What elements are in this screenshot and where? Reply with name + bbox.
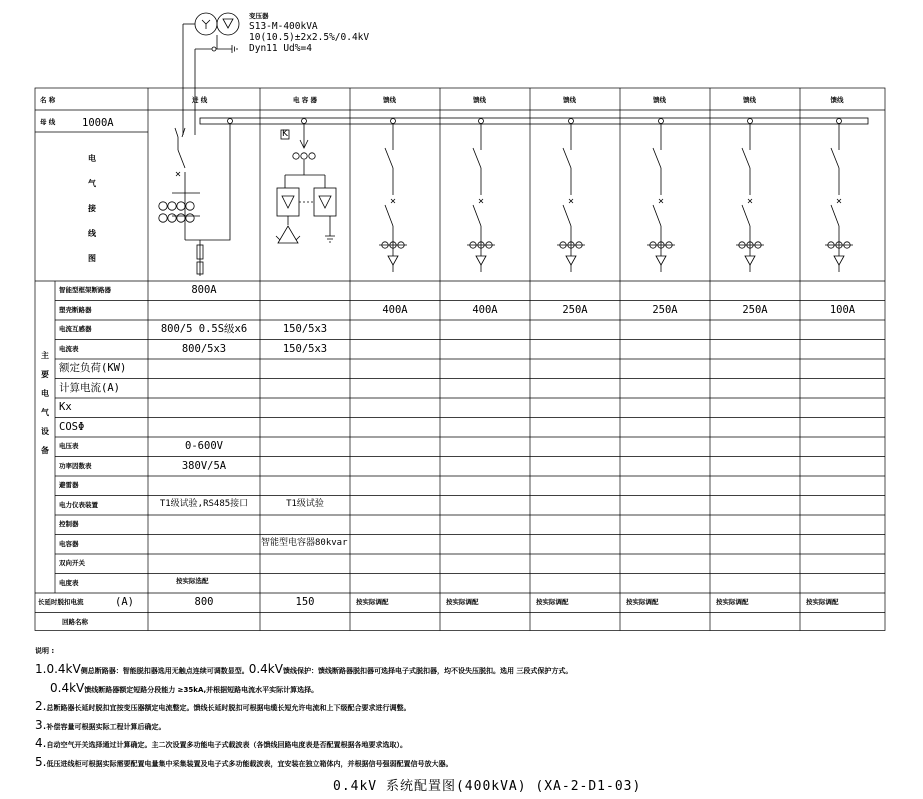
capacitor-mark: K	[282, 129, 288, 139]
header-name-label: 名 称	[40, 96, 56, 104]
ct-coil	[177, 202, 185, 210]
row-label: 计算电流(A)	[59, 381, 120, 394]
transformer-wye	[202, 20, 210, 29]
note-prefix: 1.0.4kV	[35, 662, 81, 676]
transformer-winding-2	[217, 13, 239, 35]
busbar-tap	[302, 119, 307, 124]
note-text: 补偿容量可根据实际工程计算后确定。	[46, 722, 166, 731]
incomer-isolator	[175, 128, 185, 137]
column-header: 进 线	[192, 96, 208, 104]
setting-row-unit: (A)	[115, 596, 134, 608]
wiring-label-char: 图	[88, 254, 96, 263]
row-cell: 800/5 0.5S级x6	[160, 323, 248, 335]
feeder-breaker-x	[659, 199, 663, 203]
equipment-group-char: 主	[41, 351, 49, 360]
feeder-isolator-blade	[653, 148, 661, 168]
column-header: 馈线	[563, 96, 576, 104]
column-header: 馈线	[473, 96, 486, 104]
drawing-title: 0.4kV 系统配置图(400kVA) (XA-2-D1-03)	[333, 779, 642, 794]
busbar-tap	[748, 119, 753, 124]
capacitor-module-2-sym	[319, 196, 331, 208]
equipment-group-char: 电	[41, 389, 49, 398]
capacitor-ct	[293, 153, 299, 159]
feeder-isolator-blade	[831, 148, 839, 168]
neutral-node	[212, 47, 216, 51]
row-label: 额定负荷(KW)	[59, 362, 127, 374]
row-cell: 智能型电容器80kvar	[261, 537, 348, 548]
note-text: 自动空气开关选择通过计算确定。主二次设置多功能电子式载波表（各馈线回路电度表是否配置根据各地要求选取）。	[46, 741, 407, 749]
feeder-breaker-x	[837, 199, 841, 203]
ct-coil	[177, 214, 185, 222]
table-grid	[35, 88, 885, 631]
row-label: 电力仪表装置	[59, 500, 98, 509]
ct-coil	[159, 202, 167, 210]
ct-coil	[186, 202, 194, 210]
equipment-group-char: 设	[41, 427, 49, 436]
capacitor-ct	[301, 153, 307, 159]
column-header: 馈线	[383, 96, 396, 104]
feeder-isolator-blade	[563, 148, 571, 168]
setting-row-cell: 按实际调配	[626, 598, 659, 606]
ct-coil	[159, 214, 167, 222]
transformer-delta	[223, 19, 233, 28]
row-label: Kx	[59, 401, 72, 413]
setting-row-cell: 150	[295, 596, 315, 608]
feeder-breaker-x	[479, 199, 483, 203]
wiring-label-char: 电	[88, 154, 96, 163]
busbar-label: 母 线	[40, 118, 56, 126]
row-label: COSΦ	[59, 420, 85, 433]
capacitor-delta-leads	[276, 236, 300, 240]
row-label: 控制器	[59, 520, 79, 528]
feeder-outlet-arrow	[834, 256, 844, 265]
note-prefix: 4.	[35, 736, 47, 750]
note-prefix: 5.	[35, 754, 47, 769]
row-label: 电流互感器	[59, 325, 92, 333]
capacitor-delta	[278, 216, 298, 243]
feeder-breaker-blade	[385, 205, 393, 226]
feeder-isolator-blade	[742, 148, 750, 168]
column-header: 馈线	[743, 96, 756, 104]
note-text: 侧总断路器：智能脱扣器选用无触点连续可调数显型。	[80, 667, 249, 675]
incomer-return	[185, 124, 230, 240]
busbar-tap	[228, 119, 233, 124]
row-cell: 100A	[829, 303, 856, 316]
column-header: 馈线	[830, 96, 844, 104]
row-cell: 250A	[652, 303, 678, 316]
setting-row-cell: 按实际调配	[806, 598, 839, 606]
busbar	[200, 118, 868, 124]
transformer-label: 变压器	[249, 12, 269, 20]
row-label: 电容器	[59, 539, 79, 548]
note-prefix: 2.	[35, 699, 47, 713]
incomer-breaker-x	[176, 172, 180, 176]
row-cell: T1级试验,RS485接口	[159, 498, 249, 509]
setting-row-cell: 按实际调配	[716, 598, 749, 606]
row-cell: 380V/5A	[181, 459, 227, 472]
note-line	[35, 697, 410, 713]
row-cell: 800/5x3	[181, 342, 227, 355]
feeder-isolator-blade	[385, 148, 393, 168]
row-cell: 150/5x3	[282, 342, 328, 355]
row-cell: 250A	[742, 303, 768, 316]
busbar-tap	[391, 119, 396, 124]
note-text: 总断路器长延时脱扣宜按变压器额定电流整定。馈线长延时脱扣可根据电缆长短允许电流和上下级配合要求进行调整。	[46, 704, 411, 712]
capacitor-module-1-sym	[282, 196, 294, 208]
feeder-outlet-arrow	[476, 256, 486, 265]
transformer-ratio: 10(10.5)±2x2.5%/0.4kV	[249, 32, 370, 43]
row-label: 电流表	[59, 344, 79, 353]
wiring-label-char: 线	[88, 229, 96, 238]
setting-row-cell: 800	[194, 596, 214, 608]
feeder-breaker-blade	[473, 205, 481, 226]
wiring-label-char: 接	[88, 204, 96, 213]
transformer-vector: Dyn11 Ud%=4	[249, 43, 312, 54]
row-cell: 400A	[382, 303, 408, 316]
row-cell: 800A	[191, 284, 217, 296]
feeder-breaker-blade	[831, 205, 839, 226]
note-line	[35, 734, 407, 750]
busbar-tap	[659, 119, 664, 124]
row-cell: 150/5x3	[282, 323, 328, 335]
feeder-isolator-blade	[473, 148, 481, 168]
note-line	[35, 660, 572, 676]
note-text: 低压进线柜可根据实际需要配置电量集中采集装置及电子式多功能载波表，宜安装在独立箱体内，并根据信号强弱配置信号放大器。	[46, 759, 453, 768]
ground-mark	[232, 45, 237, 53]
equipment-group-char: 要	[41, 370, 49, 379]
feeder-outlet-arrow	[388, 256, 398, 265]
feeder-outlet-arrow	[566, 256, 576, 265]
row-label: 塑壳断路器	[59, 305, 92, 314]
row-cell: 0-600V	[185, 440, 223, 452]
row-cell: 400A	[472, 303, 498, 316]
row-cell: 按实际选配	[176, 576, 209, 585]
busbar-value: 1000A	[82, 117, 114, 129]
note-prefix-2: 0.4kV	[248, 662, 283, 676]
feeder-breaker-blade	[742, 205, 750, 226]
note-text-2: 馈线保护：馈线断路器脱扣器可选择电子式脱扣器，均不设失压脱扣。选用 三段式保护方式。	[282, 667, 573, 675]
incomer-breaker-blade	[178, 150, 185, 168]
notes-title: 说明 :	[35, 647, 55, 655]
setting-row-cell: 按实际调配	[536, 598, 569, 606]
transformer-model: S13-M-400kVA	[249, 21, 318, 32]
feeder-breaker-blade	[563, 205, 571, 226]
setting-row-label: 长延时脱扣电流	[38, 598, 84, 606]
note-prefix: 0.4kV	[50, 680, 85, 695]
capacitor-ground	[325, 216, 335, 242]
feeder-breaker-blade	[653, 205, 661, 226]
busbar-tap	[569, 119, 574, 124]
note-line	[35, 716, 165, 732]
equipment-group-char: 气	[41, 408, 49, 417]
circuit-name-label: 回路名称	[62, 617, 88, 626]
row-label: 智能型框架断路器	[59, 286, 111, 294]
capacitor-module-2	[314, 188, 336, 216]
busbar-tap	[837, 119, 842, 124]
row-cell: 250A	[562, 303, 588, 316]
row-label: 双向开关	[59, 559, 85, 567]
capacitor-split	[285, 175, 325, 188]
wiring-label-char: 气	[88, 179, 96, 188]
setting-row-cell: 按实际调配	[446, 598, 479, 606]
column-header: 馈线	[653, 96, 666, 104]
row-label: 功率因数表	[59, 461, 92, 470]
note-prefix: 3.	[35, 717, 47, 732]
feeder-breaker-x	[569, 199, 573, 203]
note-text: 馈线断路器额定短路分段能力 ≥35kA,并根据短路电流水平实际计算选择。	[84, 685, 319, 694]
capacitor-module-1	[277, 188, 299, 216]
row-cell: T1级试验	[286, 498, 324, 509]
ct-coil	[168, 202, 176, 210]
feeder-outlet-arrow	[656, 256, 666, 265]
setting-row-cell: 按实际调配	[356, 598, 389, 606]
note-line	[50, 679, 318, 695]
column-header: 电 容 器	[293, 96, 318, 104]
capacitor-ct	[309, 153, 315, 159]
row-label: 避雷器	[59, 481, 79, 489]
feeder-breaker-x	[748, 199, 752, 203]
row-label: 电压表	[59, 442, 79, 450]
feeder-breaker-x	[391, 199, 395, 203]
ct-coil	[168, 214, 176, 222]
note-line	[35, 753, 452, 769]
ct-coil	[186, 214, 194, 222]
feeder-outlet-arrow	[745, 256, 755, 265]
equipment-group-char: 备	[41, 446, 49, 455]
row-label: 电度表	[59, 578, 79, 587]
busbar-tap	[479, 119, 484, 124]
